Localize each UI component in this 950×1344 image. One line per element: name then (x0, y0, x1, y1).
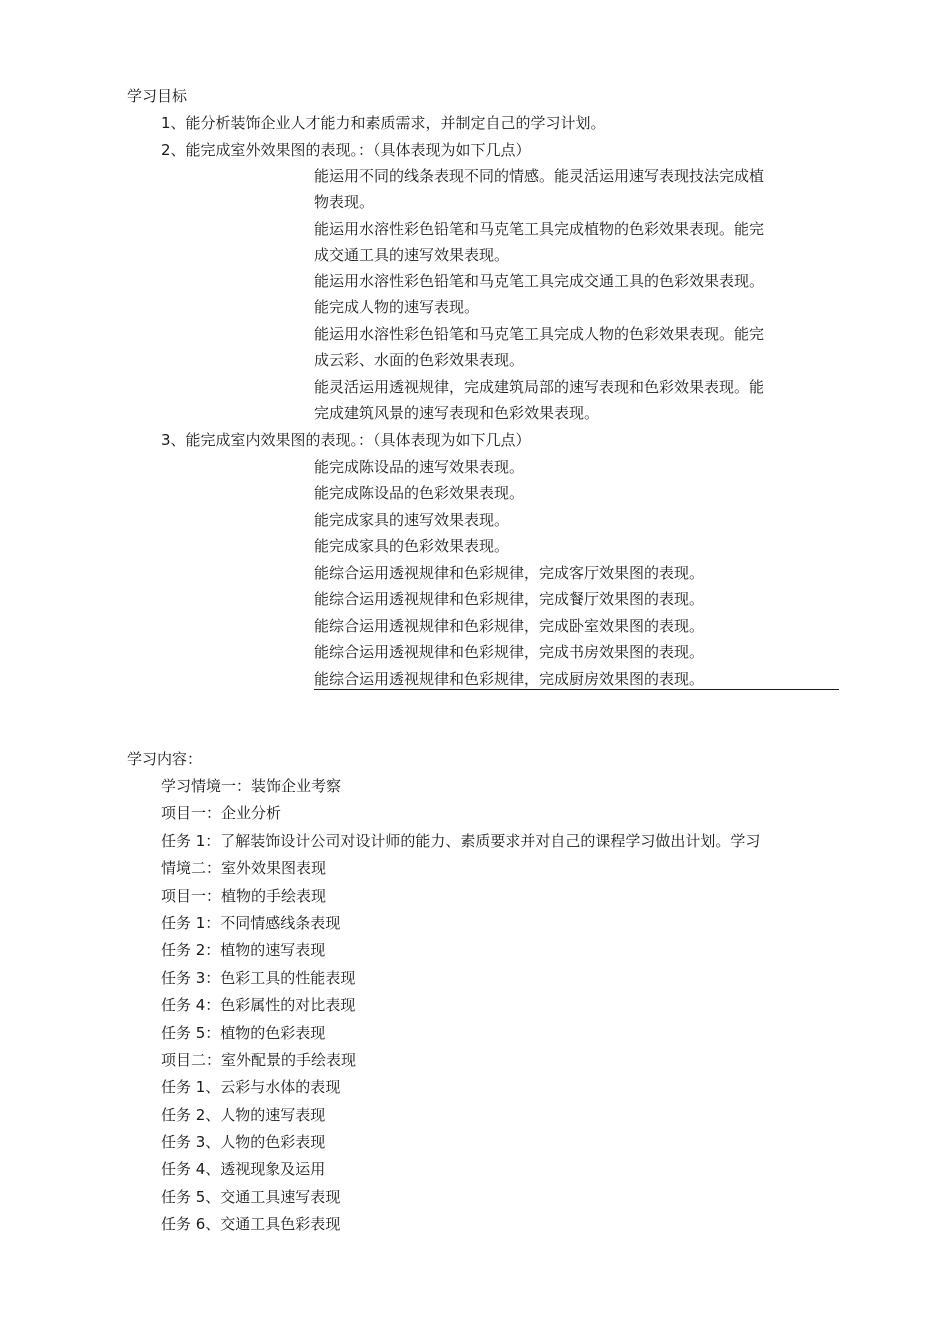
goal-2-detail: 成云彩、水面的色彩效果表现。 (314, 351, 525, 369)
content-heading: 学习内容： (127, 750, 203, 768)
section-divider-line (314, 689, 839, 690)
goal-3-detail: 能完成家具的速写效果表现。 (314, 511, 510, 529)
goal-2-detail: 能运用水溶性彩色铅笔和马克笔工具完成人物的色彩效果表现。能完 (314, 325, 765, 343)
content-line: 任务 2、人物的速写表现 (161, 1106, 326, 1124)
goal-2-detail: 能运用水溶性彩色铅笔和马克笔工具完成交通工具的色彩效果表现。 (314, 272, 765, 290)
goal-2-detail: 成交通工具的速写效果表现。 (314, 246, 510, 264)
content-line: 项目一：企业分析 (161, 804, 282, 822)
content-line: 任务 3、人物的色彩表现 (161, 1133, 326, 1151)
content-line: 任务 1：了解装饰设计公司对设计师的能力、素质要求并对自己的课程学习做出计划。学习 (161, 832, 761, 850)
content-line: 情境二：室外效果图表现 (161, 859, 327, 877)
goal-2-detail: 物表现。 (314, 193, 375, 211)
goal-2-detail: 能运用水溶性彩色铅笔和马克笔工具完成植物的色彩效果表现。能完 (314, 220, 765, 238)
goal-3-detail: 能完成家具的色彩效果表现。 (314, 537, 510, 555)
content-line: 项目二：室外配景的手绘表现 (161, 1051, 357, 1069)
goal-2-detail: 能运用不同的线条表现不同的情感。能灵活运用速写表现技法完成植 (314, 167, 765, 185)
content-line: 任务 1、云彩与水体的表现 (161, 1078, 341, 1096)
goal-2-detail: 完成建筑风景的速写表现和色彩效果表现。 (314, 404, 600, 422)
goal-2-detail: 能灵活运用透视规律，完成建筑局部的速写表现和色彩效果表现。能 (314, 378, 765, 396)
goal-3-detail: 能完成陈设品的色彩效果表现。 (314, 484, 525, 502)
goal-3-detail: 能综合运用透视规律和色彩规律，完成卧室效果图的表现。 (314, 617, 705, 635)
content-line: 任务 5、交通工具速写表现 (161, 1188, 341, 1206)
goal-item-2: 2、能完成室外效果图的表现。：（具体表现为如下几点） (161, 141, 531, 159)
content-line: 任务 4、透视现象及运用 (161, 1160, 326, 1178)
content-line: 学习情境一：装饰企业考察 (161, 777, 342, 795)
content-line: 任务 5：植物的色彩表现 (161, 1024, 326, 1042)
content-line: 任务 4：色彩属性的对比表现 (161, 996, 356, 1014)
goal-3-detail: 能完成陈设品的速写效果表现。 (314, 458, 525, 476)
goals-heading: 学习目标 (127, 87, 188, 105)
goal-item-3: 3、能完成室内效果图的表现。：（具体表现为如下几点） (161, 431, 531, 449)
content-line: 任务 6、交通工具色彩表现 (161, 1215, 341, 1233)
content-line: 任务 2：植物的速写表现 (161, 941, 326, 959)
goal-3-detail: 能综合运用透视规律和色彩规律，完成餐厅效果图的表现。 (314, 590, 705, 608)
goal-3-detail: 能综合运用透视规律和色彩规律，完成书房效果图的表现。 (314, 643, 705, 661)
content-line: 项目一：植物的手绘表现 (161, 887, 327, 905)
goal-item-1: 1、能分析装饰企业人才能力和素质需求，并制定自己的学习计划。 (161, 114, 606, 132)
goal-2-detail: 能完成人物的速写表现。 (314, 298, 480, 316)
goal-3-detail: 能综合运用透视规律和色彩规律，完成客厅效果图的表现。 (314, 564, 705, 582)
content-line: 任务 1：不同情感线条表现 (161, 914, 341, 932)
goal-3-detail: 能综合运用透视规律和色彩规律，完成厨房效果图的表现。 (314, 670, 705, 688)
content-line: 任务 3：色彩工具的性能表现 (161, 969, 356, 987)
